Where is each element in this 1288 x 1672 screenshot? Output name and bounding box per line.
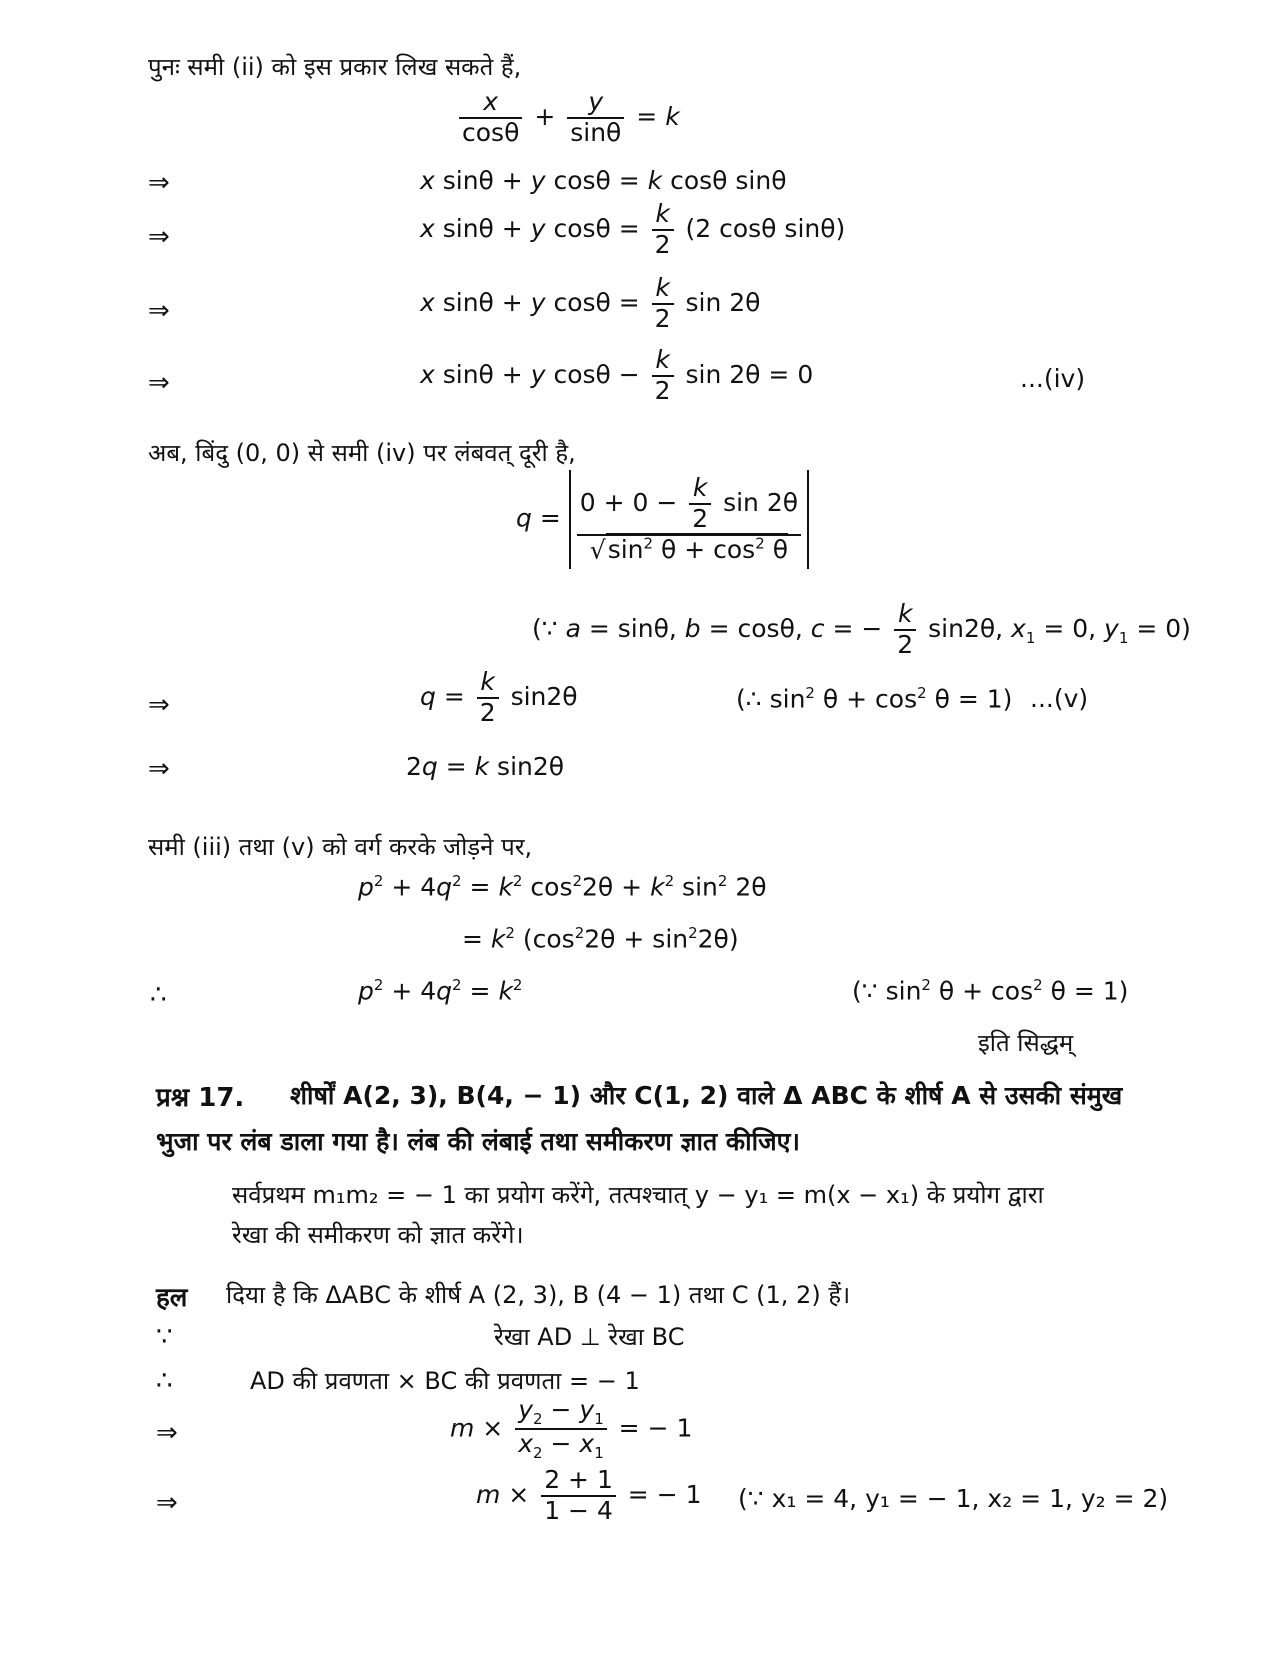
implies-5: ⇒	[148, 690, 170, 720]
implies-3: ⇒	[148, 296, 170, 326]
implies-7: ⇒	[156, 1418, 178, 1448]
therefore-1: ∴	[150, 980, 167, 1010]
equation-q: q = 0 + 0 − $\frac{k}{2}$ sin 2θ $√\sin^2$ $\theta + \cos^2 \theta$	[516, 470, 809, 569]
equation-2q: 2q = k sin2θ	[406, 752, 565, 781]
implies-4: ⇒	[148, 368, 170, 398]
equation-sum-1: $p^2 + 4q^2 = k^2$ $\cos^22\theta + k^2$ $\sin^2 2\theta$	[358, 872, 767, 902]
identity-note-2: (∵ $\sin^2 \theta + \cos^2 \theta = 1$)	[852, 976, 1129, 1006]
slope-product: AD की प्रवणता × BC की प्रवणता = − 1	[250, 1367, 640, 1395]
equation-4: x sinθ + y cosθ = $\frac{k}{2}$ sin 2θ	[420, 273, 761, 333]
equation-slope-1: m × $\frac{y_2 - y_1}{x_2 - x_1}$ = − 1	[450, 1395, 693, 1463]
eq-label-iv: ...(iv)	[1020, 364, 1086, 393]
because-1: ∵	[156, 1322, 173, 1352]
equation-2: x sinθ + y cosθ = k cosθ sinθ	[420, 166, 787, 195]
equation-q-result: q = $\frac{k}{2}$ sin2θ	[420, 667, 578, 727]
therefore-2: ∴	[156, 1366, 173, 1396]
sum-text: समी (iii) तथा (v) को वर्ग करके जोड़ने पर,	[148, 833, 533, 861]
line-perpendicular: रेखा AD ⊥ रेखा BC	[494, 1323, 685, 1351]
equation-sum-2: = $k^2$ $(\cos^22\theta + \sin^22\theta)$	[462, 924, 739, 954]
equation-slope-2: m × $\frac{2 + 1}{1 - 4}$ = − 1	[476, 1465, 702, 1525]
eq-label-v: ...(v)	[1030, 684, 1089, 713]
implies-1: ⇒	[148, 168, 170, 198]
question-text-2: भुजा पर लंब डाला गया है। लंब की लंबाई तथा समीकरण ज्ञात कीजिए।	[156, 1127, 800, 1156]
intro-text: पुनः समी (ii) को इस प्रकार लिख सकते हैं,	[148, 53, 522, 81]
condition-values: (∵ x₁ = 4, y₁ = − 1, x₂ = 1, y₂ = 2)	[738, 1484, 1169, 1513]
question-text-1: शीर्षों A(2, 3), B(4, − 1) और C(1, 2) वाले Δ ABC के शीर्ष A से उसकी संमुख	[290, 1081, 1123, 1110]
hint-text-1: सर्वप्रथम m₁m₂ = − 1 का प्रयोग करेंगे, तत्पश्चात् y − y₁ = m(x − x₁) के प्रयोग द्वारा	[232, 1181, 1044, 1209]
equation-1: $\frac{x}{\cos\theta}$ + $\frac{y}{\sin\theta}$ = k	[455, 88, 680, 148]
implies-6: ⇒	[148, 754, 170, 784]
hint-text-2: रेखा की समीकरण को ज्ञात करेंगे।	[232, 1221, 524, 1249]
iti-siddham: इति सिद्धम्	[978, 1029, 1074, 1057]
equation-3: x sinθ + y cosθ = $\frac{k}{2}$ (2 cosθ sinθ)	[420, 199, 846, 259]
solution-text: दिया है कि ΔABC के शीर्ष A (2, 3), B (4 − 1) तथा C (1, 2) हैं।	[226, 1281, 851, 1309]
equation-final: $p^2 + 4q^2 = k^2$	[358, 976, 523, 1006]
perp-distance-text: अब, बिंदु (0, 0) से समी (iv) पर लंबवत् दूरी है,	[148, 439, 576, 467]
implies-2: ⇒	[148, 222, 170, 252]
condition-abc: (∵ a = sinθ, b = cosθ, c = − $\frac{k}{2}$ sin2θ, $x_1 = 0$, $y_1 = 0$)	[532, 599, 1191, 659]
implies-8: ⇒	[156, 1488, 178, 1518]
question-label: प्रश्न 17.	[156, 1083, 245, 1113]
identity-note-1: (∴ $\sin^2 \theta + \cos^2 \theta = 1$)	[736, 684, 1013, 714]
equation-5: x sinθ + y cosθ − $\frac{k}{2}$ sin 2θ = 0	[420, 345, 814, 405]
solution-label: हल	[156, 1283, 188, 1313]
